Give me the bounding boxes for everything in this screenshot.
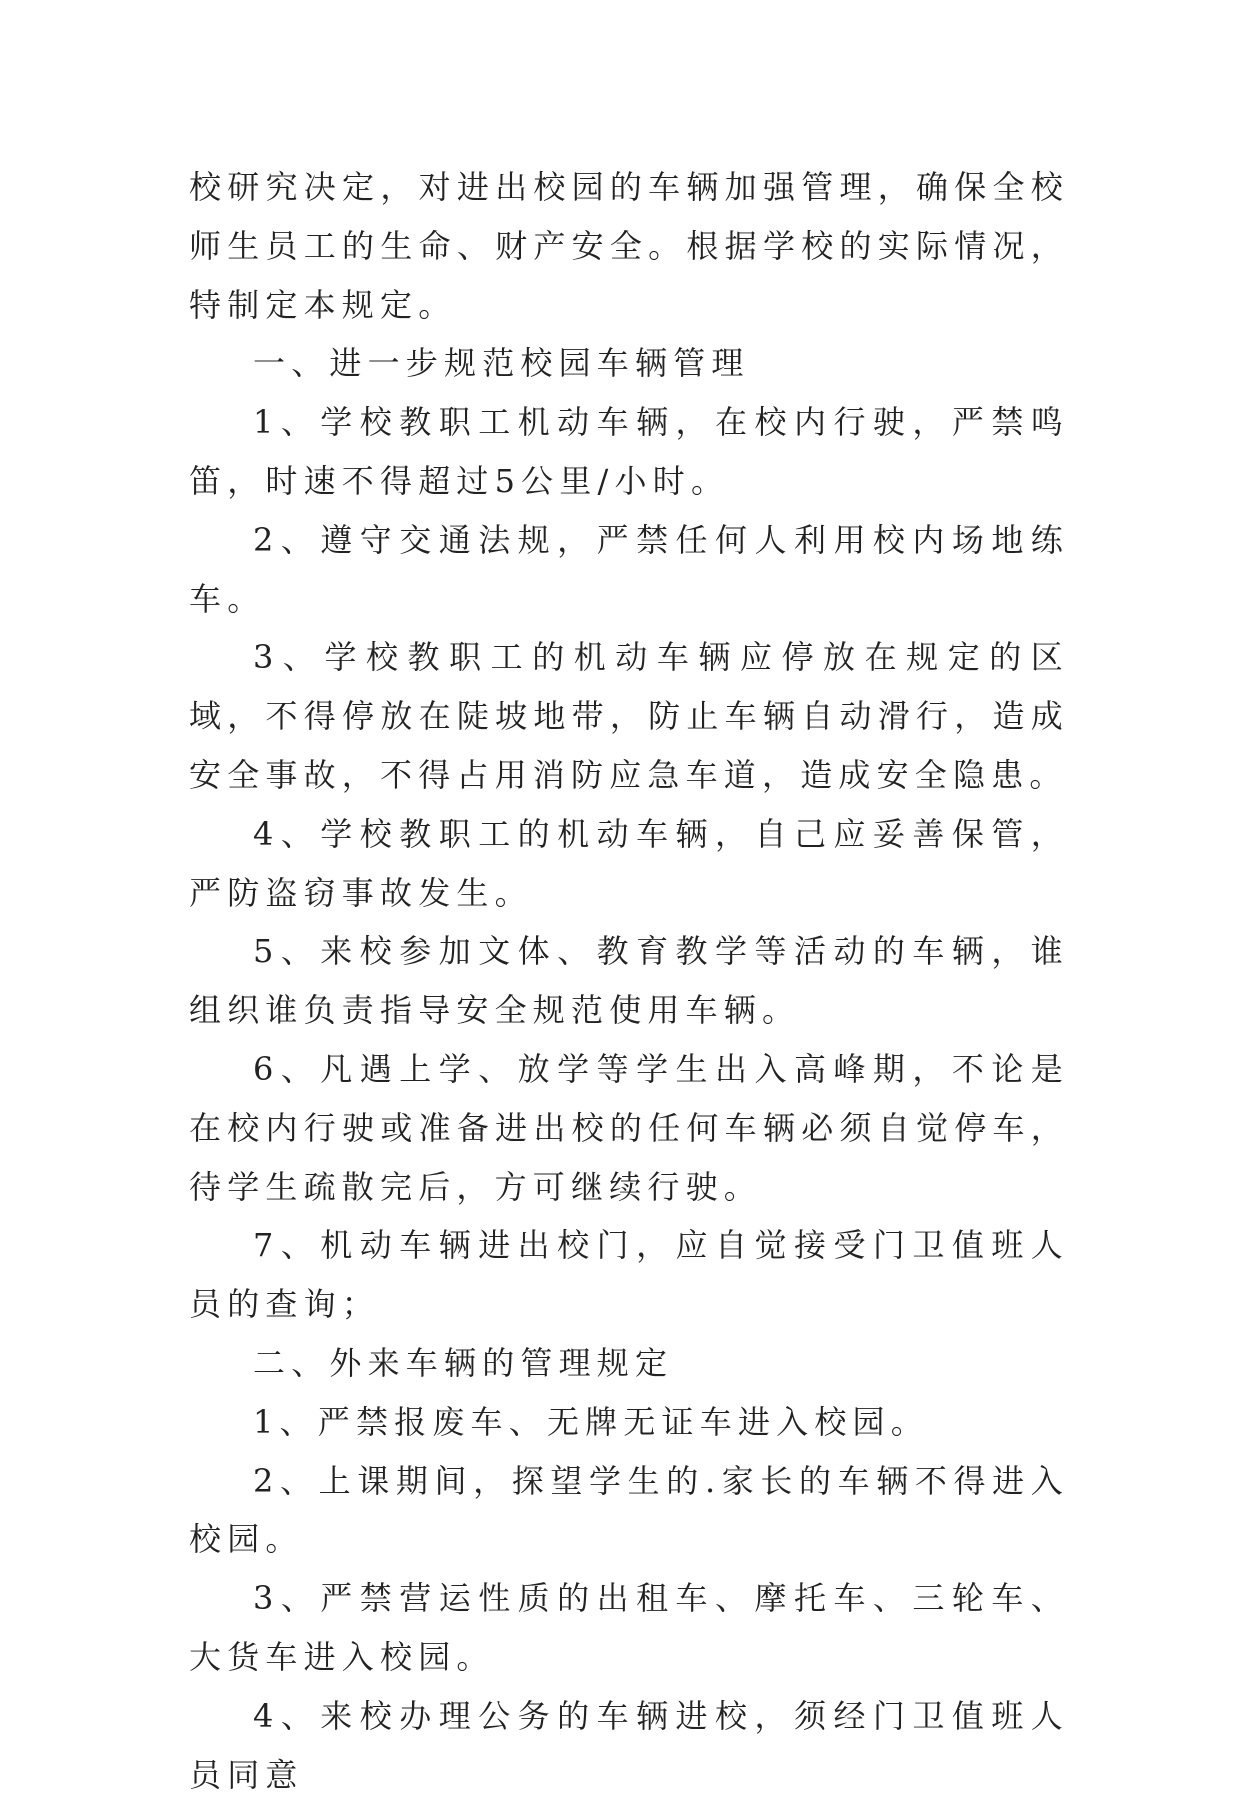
document-body bbox=[189, 158, 1069, 1804]
section-heading-1: 一、进一步规范校园车辆管理 bbox=[253, 344, 750, 383]
rule-item-2-4: 4、来校办理公务的车辆进校，须经门卫值班人员同意 bbox=[189, 1696, 1069, 1794]
rule-item-1-1: 1、学校教职工机动车辆，在校内行驶，严禁鸣笛，时速不得超过5公里/小时。 bbox=[189, 403, 1069, 500]
rule-item-1-7: 7、机动车辆进出校门，应自觉接受门卫值班人员的查询； bbox=[189, 1226, 1069, 1324]
rule-item-2-2: 2、上课期间，探望学生的.家长的车辆不得进入校园。 bbox=[189, 1461, 1069, 1559]
rule-item-2-1: 1、严禁报废车、无牌无证车进入校园。 bbox=[253, 1402, 929, 1441]
section-heading-2: 二、外来车辆的管理规定 bbox=[253, 1343, 674, 1382]
rule-item-1-2: 2、遵守交通法规，严禁任何人利用校内场地练车。 bbox=[189, 520, 1069, 618]
rule-item-1-3: 3、学校教职工的机动车辆应停放在规定的区域，不得停放在陡坡地带，防止车辆自动滑行，造成安全事故，不得占用消防应急车道，造成安全隐患。 bbox=[189, 638, 1069, 794]
rule-item-1-4: 4、学校教职工的机动车辆，自己应妥善保管，严防盗窃事故发生。 bbox=[189, 814, 1069, 912]
rule-item-1-5: 5、来校参加文体、教育教学等活动的车辆，谁组织谁负责指导安全规范使用车辆。 bbox=[189, 932, 1069, 1030]
paragraph-intro: 校研究决定，对进出校园的车辆加强管理，确保全校师生员工的生命、财产安全。根据学校的实际情况，特制定本规定。 bbox=[189, 168, 1069, 324]
rule-item-2-3: 3、严禁营运性质的出租车、摩托车、三轮车、大货车进入校园。 bbox=[189, 1579, 1069, 1676]
rule-item-1-6: 6、凡遇上学、放学等学生出入高峰期，不论是在校内行驶或准备进出校的任何车辆必须自觉停车，待学生疏散完后，方可继续行驶。 bbox=[189, 1049, 1069, 1206]
